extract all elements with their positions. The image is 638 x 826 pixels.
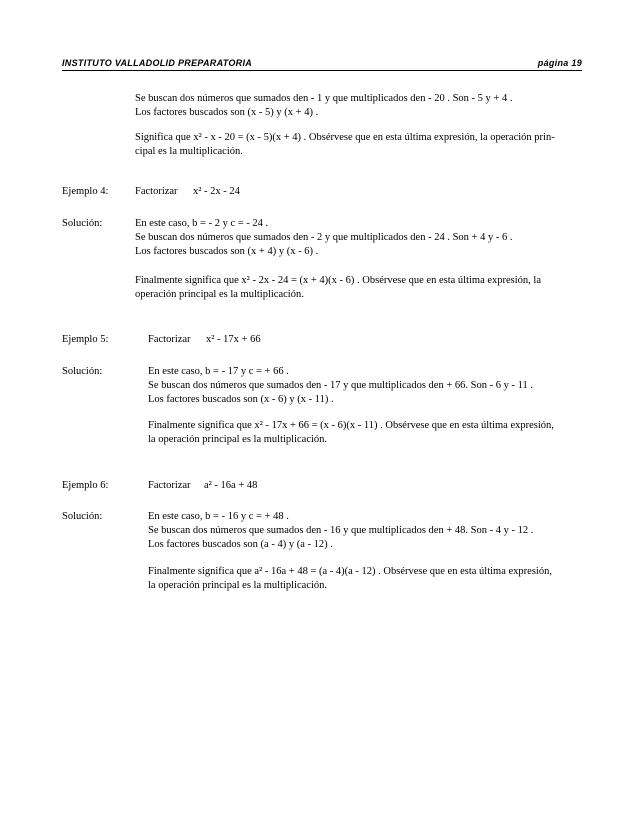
page-header: [62, 58, 582, 71]
top-line-2: Los factores buscados son (x - 5) y (x + 4) .: [135, 107, 319, 118]
top-line-1: Se buscan dos números que sumados den - 1 y que multiplicados den - 20 . Son - 5 y + 4 .: [135, 93, 513, 104]
example-6-task: Factorizar: [148, 480, 191, 491]
solution-5-line-4: Finalmente significa que x² - 17x + 66 = (x - 6)(x - 11) . Obsérvese que en esta última expresión,: [148, 420, 554, 431]
solution-6-line-3: Los factores buscados son (a - 4) y (a - 12) .: [148, 539, 333, 550]
solution-5-line-2: Se buscan dos números que sumados den - 17 y que multiplicados den + 66. Son - 6 y - 11 .: [148, 380, 533, 391]
header-page-number: página 19: [537, 58, 582, 68]
solution-5-line-3: Los factores buscados son (x - 6) y (x - 11) .: [148, 394, 334, 405]
solution-5-line-5: la operación principal es la multiplicación.: [148, 434, 328, 445]
example-4-label: Ejemplo 4:: [62, 186, 109, 197]
solution-4-line-2: Se buscan dos números que sumados den - 2 y que multiplicados den - 24 . Son + 4 y - 6 .: [135, 232, 513, 243]
example-4-task: Factorizar: [135, 186, 178, 197]
solution-5-label: Solución:: [62, 366, 103, 377]
example-4-expression: x² - 2x - 24: [193, 186, 240, 197]
top-line-4: cipal es la multiplicación.: [135, 146, 243, 157]
header-institution: INSTITUTO VALLADOLID PREPARATORIA: [62, 58, 253, 68]
solution-6-line-5: la operación principal es la multiplicación.: [148, 580, 328, 591]
solution-6-label: Solución:: [62, 511, 103, 522]
example-5-label: Ejemplo 5:: [62, 334, 109, 345]
example-6-label: Ejemplo 6:: [62, 480, 109, 491]
solution-6-line-4: Finalmente significa que a² - 16a + 48 = (a - 4)(a - 12) . Obsérvese que en esta última expresión,: [148, 566, 552, 577]
solution-4-line-1: En este caso, b = - 2 y c = - 24 .: [135, 218, 269, 229]
example-5-task: Factorizar: [148, 334, 191, 345]
example-5-expression: x² - 17x + 66: [206, 334, 261, 345]
solution-5-line-1: En este caso, b = - 17 y c = + 66 .: [148, 366, 289, 377]
solution-4-line-5: operación principal es la multiplicación.: [135, 289, 304, 300]
top-line-3: Significa que x² - x - 20 = (x - 5)(x + 4) . Obsérvese que en esta última expresión, la operación prin-: [135, 132, 555, 143]
solution-4-line-4: Finalmente significa que x² - 2x - 24 = (x + 4)(x - 6) . Obsérvese que en esta última expresión, la: [135, 275, 542, 286]
solution-4-line-3: Los factores buscados son (x + 4) y (x - 6) .: [135, 246, 319, 257]
solution-6-line-2: Se buscan dos números que sumados den - 16 y que multiplicados den + 48. Son - 4 y - 12 .: [148, 525, 534, 536]
example-6-expression: a² - 16a + 48: [204, 480, 258, 491]
solution-6-line-1: En este caso, b = - 16 y c = + 48 .: [148, 511, 289, 522]
solution-4-label: Solución:: [62, 218, 103, 229]
